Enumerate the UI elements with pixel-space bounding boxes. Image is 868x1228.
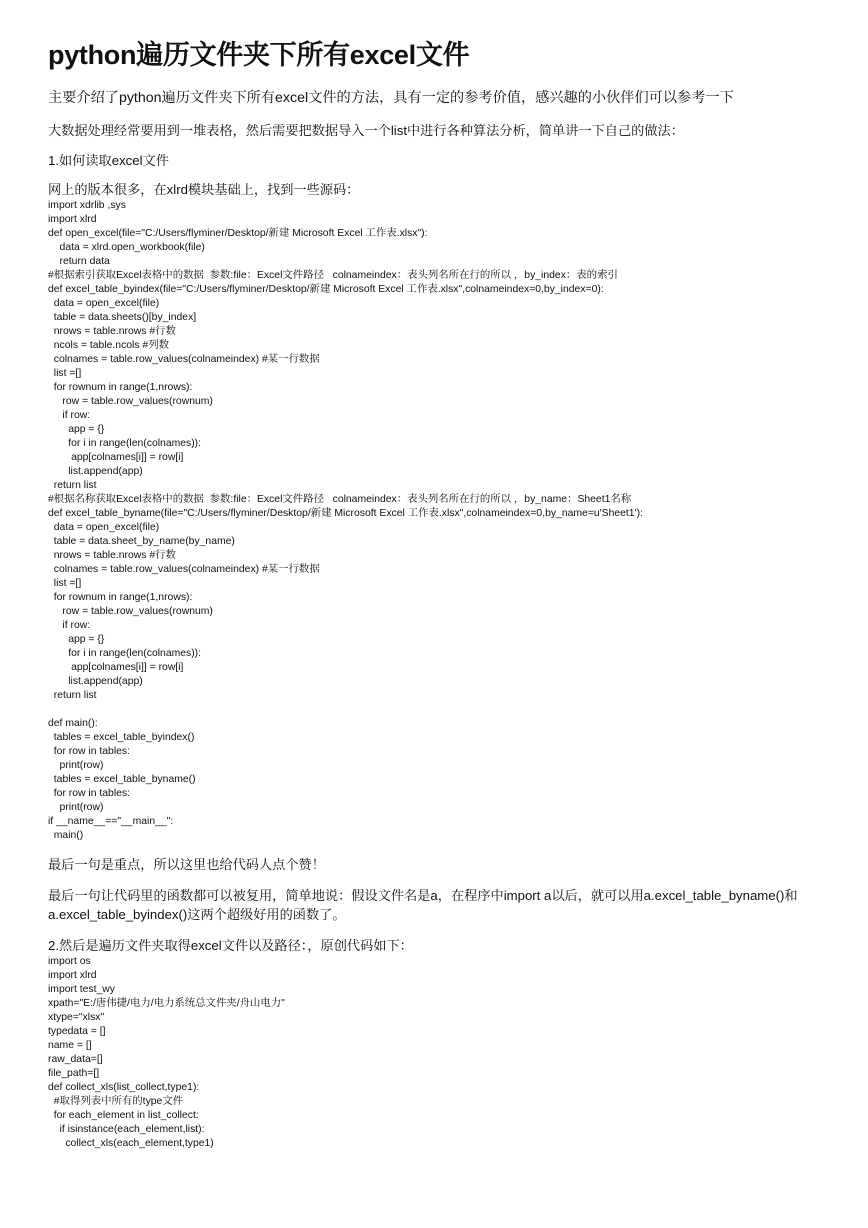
section2-heading: 2.然后是遍历文件夹取得excel文件以及路径：，原创代码如下： [48,938,413,953]
section1-text: 网上的版本很多，在xlrd模块基础上，找到一些源码： [48,182,360,197]
note-paragraph-2: 最后一句让代码里的函数都可以被复用，简单地说：假设文件名是a，在程序中import a以后，就可以用a.excel_table_byname()和a.excel_table_byindex()这两个超级好用的函数了。 [48,888,798,922]
code-block-traverse-folder: import os import xlrd import test_wy xpath="E:/唐伟捷/电力/电力系统总文件夹/舟山电力" xtype="xlsx" typedata = [] name = [] raw_data=[] file_path=[] def collect_xls(list_collect,type1): #取得列表中所有的type文件 for each_element in list_collect: if isinstance(each_element,list): collect_xls(each_element,type1) [48,956,285,1149]
section1-heading: 1.如何读取excel文件 [48,153,169,168]
article [48,36,828,1151]
page-title: python遍历文件夹下所有excel文件 [48,40,470,70]
code-block-read-excel: import xdrlib ,sys import xlrd def open_excel(file="C:/Users/flyminer/Desktop/新建 Microsoft Excel 工作表.xlsx"): data = xlrd.open_workbook(file) return data #根据索引获取Excel表格中的数据 参数:file：Excel文件路径 colnameindex：表头列名所在行的所以 ，by_index：表的索引 def excel_table_byindex(file="C:/Users/flyminer/Desktop/新建 Microsoft Excel 工作表.xlsx",colnameindex=0,by_index=0): data = open_excel(file) table = data.sheets()[by_index] nrows = table.nrows #行数 ncols = table.ncols #列数 colnames = table.row_values(colnameindex) #某一行数据 list =[] for rownum in range(1,nrows): row = table.row_values(rownum) if row: app = {} for i in range(len(colnames)): app[colnames[i]] = row[i] list.append(app) return list #根据名称获取Excel表格中的数据 参数:file：Excel文件路径 colnameindex：表头列名所在行的所以 ，by_name：Sheet1名称 def excel_table_byname(file="C:/Users/flyminer/Desktop/新建 Microsoft Excel 工作表.xlsx",colnameindex=0,by_name=u'Sheet1'): data = open_excel(file) table = data.sheet_by_name(by_name) nrows = table.nrows #行数 colnames = table.row_values(colnameindex) #某一行数据 list =[] for rownum in range(1,nrows): row = table.row_values(rownum) if row: app = {} for i in range(len(colnames)): app[colnames[i]] = row[i] list.append(app) return list def main(): tables = excel_table_byindex() for row in tables: print(row) tables = excel_table_byname() for row in tables: print(row) if __name__=="__main__": main() [48,200,643,841]
article-summary: 主要介绍了python遍历文件夹下所有excel文件的方法，具有一定的参考价值，感兴趣的小伙伴们可以参考一下 [48,90,734,106]
intro-paragraph: 大数据处理经常要用到一堆表格，然后需要把数据导入一个list中进行各种算法分析，简单讲一下自己的做法： [48,123,684,138]
note-paragraph-1: 最后一句是重点，所以这里也给代码人点个赞！ [48,857,325,872]
